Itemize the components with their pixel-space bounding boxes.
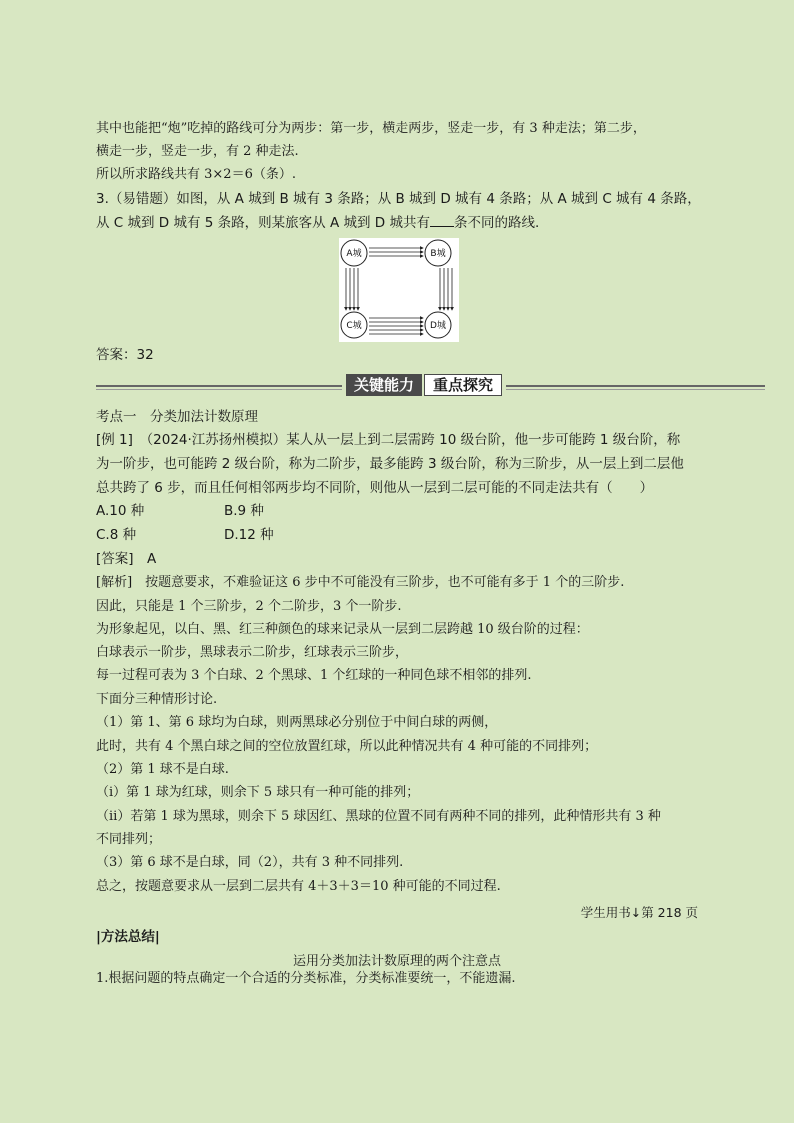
section-banner <box>96 371 765 401</box>
solution-line: 为形象起见，以白、黑、红三种颜色的球来记录从一层到二层跨越 10 级台阶的过程： <box>96 622 589 637</box>
solution-line: （ⅱ）若第 1 球为黑球，则余下 5 球因红、黑球的位置不同有两种不同的排列，此种情形共有 3 种 <box>96 809 661 824</box>
example-line: 为一阶步，也可能跨 2 级台阶，称为二阶步，最多能跨 3 级台阶，称为三阶步，从一层上到二层他 <box>96 456 684 472</box>
question-3-line-2 <box>96 214 539 232</box>
city-d-label: D城 <box>430 321 446 331</box>
example-line: 总共跨了 6 步，而且任何相邻两步均不同阶，则他从一层到二层可能的不同走法共有（ ） <box>96 480 654 496</box>
method-summary-label: |方法总结| <box>96 929 160 945</box>
banner-right: 重点探究 <box>424 374 502 396</box>
answer-label: [答案] A <box>96 551 157 567</box>
page-reference: 学生用书↓第 218 页 <box>580 905 698 920</box>
solution-line: 总之，按题意要求从一层到二层共有 4＋3＋3＝10 种可能的不同过程. <box>96 879 501 894</box>
city-a-label: A城 <box>346 249 362 259</box>
option-a: A.10 种 <box>96 503 145 519</box>
solution-line: （2）第 1 球不是白球. <box>96 762 229 777</box>
option-c: C.8 种 <box>96 527 137 543</box>
banner-left: 关键能力 <box>346 374 422 396</box>
solution-line: 此时，共有 4 个黑白球之间的空位放置红球，所以此种情况共有 4 种可能的不同排列； <box>96 739 598 754</box>
city-c-label: C城 <box>346 321 362 331</box>
topic-heading: 考点一 分类加法计数原理 <box>96 409 258 425</box>
solution-line: 不同排列； <box>96 832 162 847</box>
banner-label <box>342 374 506 396</box>
solution-line: 每一过程可表为 3 个白球、2 个黑球、1 个红球的一种同色球不相邻的排列. <box>96 668 532 683</box>
answer-text: 答案：32 <box>96 347 154 363</box>
text-line: 横走一步，竖走一步，有 2 种走法. <box>96 144 299 159</box>
solution-line: 下面分三种情形讨论. <box>96 692 218 707</box>
option-b: B.9 种 <box>224 503 264 519</box>
solution-line: [解析] 按题意要求，不难验证这 6 步中不可能没有三阶步，也不可能有多于 1 个的三阶步. <box>96 575 625 590</box>
solution-line: （ⅰ）第 1 球为红球，则余下 5 球只有一种可能的排列； <box>96 785 420 800</box>
method-summary-point: 1.根据问题的特点确定一个合适的分类标准，分类标准要统一，不能遗漏. <box>96 971 516 986</box>
text-line: 所以所求路线共有 3×2＝6（条）. <box>96 167 296 182</box>
question-text: 条不同的路线. <box>453 215 540 231</box>
text-line: 其中也能把“炮”吃掉的路线可分为两步：第一步，横走两步，竖走一步，有 3 种走法；第二步， <box>96 121 646 136</box>
example-line: [例 1] （2024·江苏扬州模拟）某人从一层上到二层需跨 10 级台阶，他一步可能跨 1 级台阶，称 <box>96 432 681 448</box>
solution-line: 因此，只能是 1 个三阶步，2 个二阶步，3 个一阶步. <box>96 599 402 614</box>
city-b-label: B城 <box>430 249 446 259</box>
answer-blank <box>430 214 454 227</box>
question-text: 从 C 城到 D 城有 5 条路，则某旅客从 A 城到 D 城共有 <box>96 215 430 231</box>
solution-line: （1）第 1、第 6 球均为白球，则两黑球必分别位于中间白球的两侧， <box>96 715 498 730</box>
solution-line: 白球表示一阶步，黑球表示二阶步，红球表示三阶步， <box>96 645 409 660</box>
city-route-diagram <box>339 238 459 342</box>
solution-line: （3）第 6 球不是白球，同（2），共有 3 种不同排列. <box>96 855 404 870</box>
question-3-line-1: 3.（易错题）如图，从 A 城到 B 城有 3 条路；从 B 城到 D 城有 4 条路；从 A 城到 C 城有 4 条路， <box>96 191 701 207</box>
method-summary-title: 运用分类加法计数原理的两个注意点 <box>292 954 501 969</box>
option-d: D.12 种 <box>224 527 274 543</box>
